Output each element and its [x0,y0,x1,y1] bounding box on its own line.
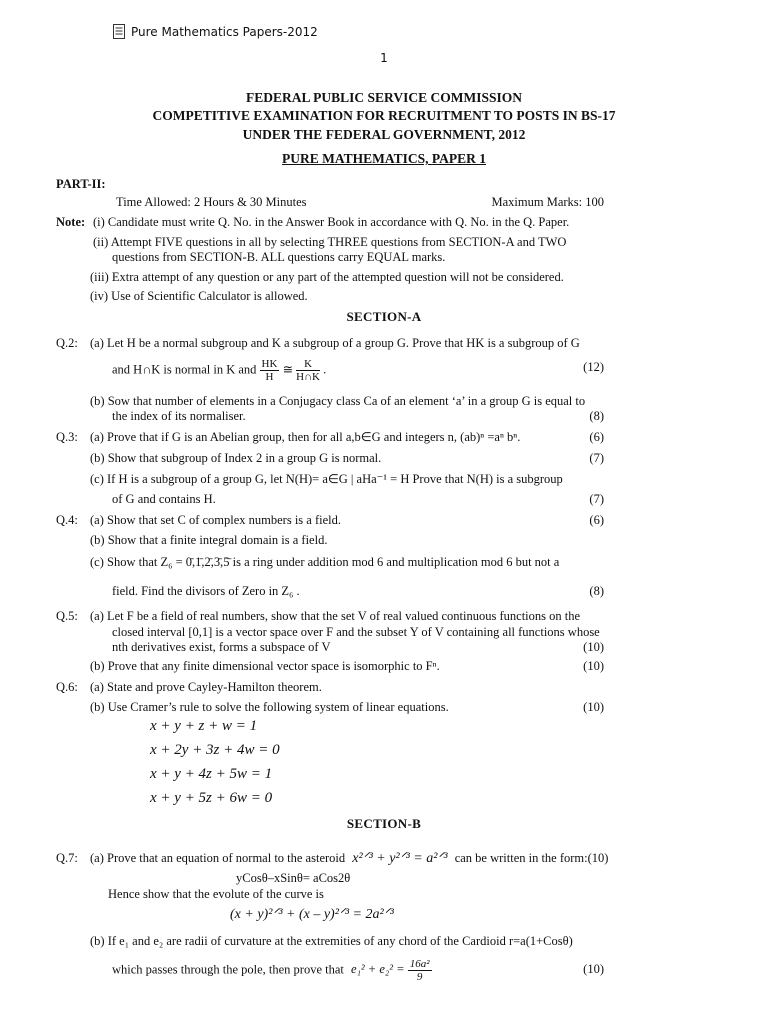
document-title-bar [113,24,318,39]
q4-a-marks: (6) [589,513,604,527]
q3-a: (a) Prove that if G is an Abelian group, then for all a,b∈G and integers n, (ab)ⁿ =aⁿ bⁿ. [90,430,521,444]
q5-b-marks: (10) [583,659,604,673]
note-1: (i) Candidate must write Q. No. in the Answer Book in accordance with Q. No. in the Q. Paper. [93,215,570,229]
note-2a: (ii) Attempt FIVE questions in all by selecting THREE questions from SECTION-A and TWO [93,235,567,249]
q5-a-marks: (10) [583,640,604,654]
maximum-marks: Maximum Marks: 100 [491,195,604,209]
q4-c-line2: field. Find the divisors of Zero in Z₆ . [112,584,300,598]
linear-equation-2: x + 2y + 3z + 4w = 0 [150,742,280,758]
q7-b-line1: (b) If e₁ and e₂ are radii of curvature at the extremities of any chord of the Cardioid r=a(1+Cosθ) [90,934,573,948]
time-allowed: Time Allowed: 2 Hours & 30 Minutes [116,195,307,209]
linear-equation-4: x + y + 5z + 6w = 0 [150,790,273,806]
q3-label: Q.3: [56,430,78,444]
q3-b-marks: (7) [589,451,604,465]
q5-b: (b) Prove that any finite dimensional vector space is isomorphic to Fⁿ. [90,659,440,673]
q2-a-line1: (a) Let H be a normal subgroup and K a subgroup of a group G. Prove that HK is a subgroup of G [90,336,580,350]
fraction-hk-over-h: $\frac{HK}{H}$ [261,358,278,383]
q7-b-line2: which passes through the pole, then prove that e₁² + e₂² = $\frac{\text{16a²}}{9}$ [112,958,430,983]
astroid-equation: x²ᐟ³ + y²ᐟ³ = a²ᐟ³ [352,851,448,866]
q3-a-marks: (6) [589,430,604,444]
note-4: (iv) Use of Scientific Calculator is allowed. [90,289,308,303]
q4-b: (b) Show that a finite integral domain is a field. [90,533,328,547]
q7-a-line1: (a) Prove that an equation of normal to the asteroid x²ᐟ³ + y²ᐟ³ = a²ᐟ³ can be written in the form:(10) [90,851,609,866]
q5-a-line2: closed interval [0,1] is a vector space over F and the subset Y of V containing all functions whose [112,625,600,639]
section-a-heading: SECTION-A [346,309,422,324]
q3-b: (b) Show that subgroup of Index 2 in a group G is normal. [90,451,382,465]
part-label: PART-II: [56,177,106,191]
q6-a: (a) State and prove Cayley-Hamilton theorem. [90,680,322,694]
q2-b-marks: (8) [589,409,604,423]
page-number: 1 [380,51,388,65]
q4-label: Q.4: [56,513,78,527]
q5-label: Q.5: [56,609,78,623]
q6-label: Q.6: [56,680,78,694]
q6-b: (b) Use Cramer’s rule to solve the following system of linear equations. [90,700,449,714]
heading-line-3: UNDER THE FEDERAL GOVERNMENT, 2012 [242,127,526,142]
q3-c-line2: of G and contains H. [112,492,216,506]
q5-a-line1: (a) Let F be a field of real numbers, show that the set V of real valued continuous functions on the [90,609,581,623]
q2-a-line2: and H∩K is normal in K and $\frac{HK}{H}$ ≅ $\frac{K}{H\cap K}$ . [112,358,327,383]
document-title: Pure Mathematics Papers-2012 [131,24,318,39]
note-2b: questions from SECTION-B. ALL questions carry EQUAL marks. [112,250,446,264]
document-icon [113,24,125,39]
q3-c-line1: (c) If H is a subgroup of a group G, let N(H)= a∈G | aHa⁻¹ = H Prove that N(H) is a subgroup [90,472,563,486]
fraction-16a2-over-9: $\frac{\text{16a²}}{9}$ [409,958,430,983]
q4-c-line1: (c) Show that Z₆ = 0̄,1̄,2̄,3̄,5̄ is a ring under addition mod 6 and multiplication mod 6 but not a [90,555,560,569]
q7-hence-line: Hence show that the evolute of the curve is [108,887,324,901]
q2-b-line2: the index of its normaliser. [112,409,246,423]
heading-line-4: PURE MATHEMATICS, PAPER 1 [282,151,486,166]
heading-line-1: FEDERAL PUBLIC SERVICE COMMISSION [246,90,522,105]
section-b-heading: SECTION-B [346,816,422,831]
q2-a-marks: (12) [583,360,604,374]
q6-b-marks: (10) [583,700,604,714]
fraction-k-over-hk: $\frac{K}{H\cap K}$ [296,358,321,383]
q5-a-line3: nth derivatives exist, forms a subspace of V [112,640,331,654]
linear-equation-1: x + y + z + w = 1 [150,718,258,734]
heading-line-2: COMPETITIVE EXAMINATION FOR RECRUITMENT TO POSTS IN BS-17 [152,108,616,123]
q4-c-marks: (8) [589,584,604,598]
note-label: Note: [56,215,86,229]
evolute-equation: (x + y)²ᐟ³ + (x – y)²ᐟ³ = 2a²ᐟ³ [230,907,394,922]
q2-label: Q.2: [56,336,78,350]
q3-c-marks: (7) [589,492,604,506]
q7-b-marks: (10) [583,962,604,976]
q7-label: Q.7: [56,851,78,865]
linear-equation-3: x + y + 4z + 5w = 1 [150,766,273,782]
note-3: (iii) Extra attempt of any question or any part of the attempted question will not be considered. [90,270,564,284]
normal-equation: yCosθ–xSinθ= aCos2θ [236,871,351,885]
q4-a: (a) Show that set C of complex numbers is a field. [90,513,341,527]
q2-b-line1: (b) Sow that number of elements in a Conjugacy class Ca of an element ‘a’ in a group G is equal to [90,394,586,408]
